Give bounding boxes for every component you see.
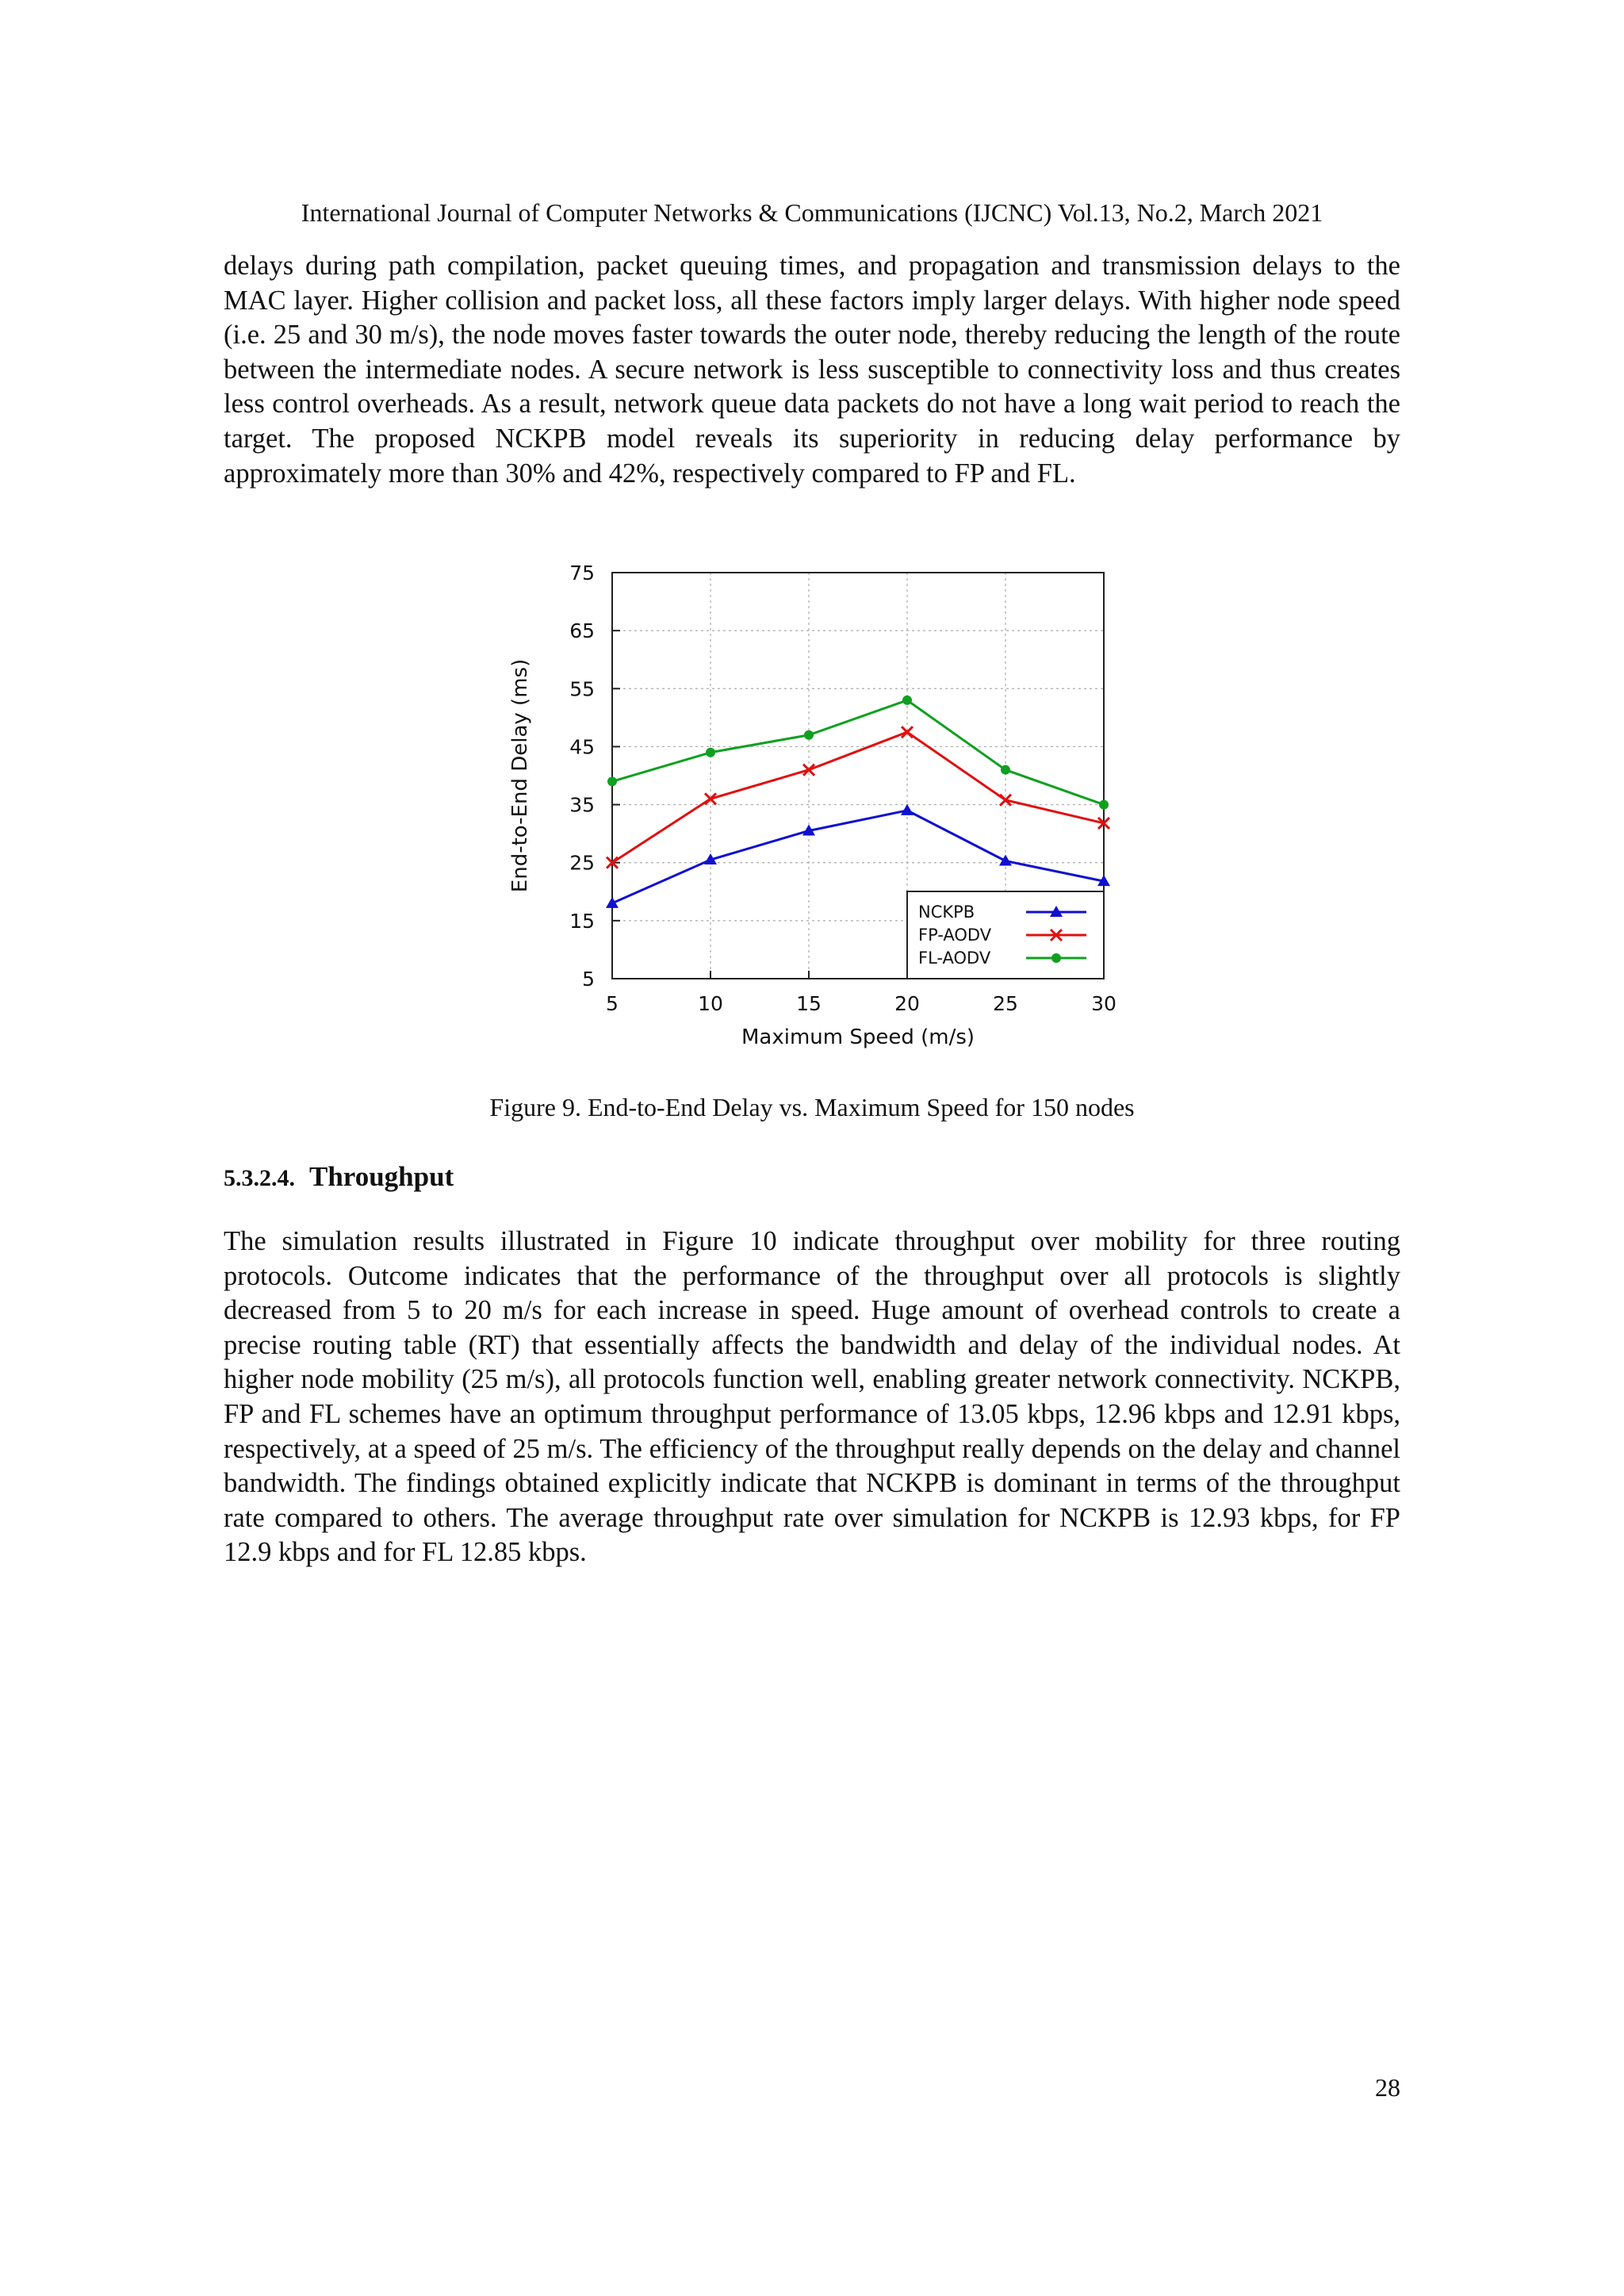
body-paragraph-throughput: The simulation results illustrated in Figure 10 indicate throughput over mobility for three routing protocols. Outcome indicates that the performance of the throughput over all protocols is slightly decreased from 5 to 20 m/s for each increase in speed. Huge amount of overhead controls to create a precise routing table (RT) that essentially affects the bandwidth and delay of the individual nodes. At higher node mobility (25 m/s), all protocols function well, enabling greater network connectivity. NCKPB, FP and FL schemes have an optimum throughput performance of 13.05 kbps, 12.96 kbps and 12.91 kbps, respectively, at a speed of 25 m/s. The efficiency of the throughput really depends on the delay and channel bandwidth. The findings obtained explicitly indicate that NCKPB is dominant in terms of the throughput rate compared to others. The average throughput rate over simulation for NCKPB is 12.93 kbps, for FP 12.9 kbps and for FL 12.85 kbps.: [224, 1226, 1400, 1568]
series-line: [612, 700, 1104, 805]
page-number: 28: [1375, 2073, 1400, 2102]
section-number: 5.3.2.4.: [224, 1165, 295, 1191]
chart-legend: [907, 891, 1104, 979]
x-tick-label: 25: [993, 992, 1018, 1015]
y-axis-label: End-to-End Delay (ms): [508, 658, 532, 893]
delay-line-chart: [508, 554, 1126, 1061]
y-tick-label: 75: [569, 562, 595, 585]
y-tick-label: 35: [569, 793, 595, 817]
data-point: [1001, 765, 1010, 775]
y-tick-label: 5: [582, 968, 595, 991]
legend-label: NCKPB: [918, 903, 975, 922]
data-point: [804, 730, 814, 740]
series-line: [612, 732, 1104, 863]
x-axis-label: Maximum Speed (m/s): [741, 1025, 975, 1049]
legend-label: FP-AODV: [918, 926, 992, 945]
data-point: [706, 748, 715, 757]
section-title: Throughput: [309, 1161, 454, 1192]
data-point: [999, 855, 1012, 866]
data-point: [901, 804, 914, 815]
figure-caption: Figure 9. End-to-End Delay vs. Maximum Speed for 150 nodes: [489, 1093, 1135, 1121]
body-paragraph-delay: delays during path compilation, packet queuing times, and propagation and transmission delays to the MAC layer. Higher collision and packet loss, all these factors imply larger delays. With higher node speed (i.e. 25 and 30 m/s), the node moves faster towards the outer node, thereby reducing the length of the route between the intermediate nodes. A secure network is less susceptible to connectivity loss and thus creates less control overheads. As a result, network queue data packets do not have a long wait period to reach the target. The proposed NCKPB model reveals its superiority in reducing delay performance by approximately more than 30% and 42%, respectively compared to FP and FL.: [224, 251, 1400, 489]
series-fl-aodv: [607, 696, 1109, 810]
legend-label: FL-AODV: [918, 949, 991, 968]
series-fp-aodv: [607, 726, 1109, 868]
data-point: [902, 696, 912, 705]
chart-series: [606, 696, 1110, 908]
x-tick-label: 15: [796, 992, 822, 1015]
x-tick-label: 5: [606, 992, 619, 1015]
series-line: [612, 811, 1104, 903]
y-tick-label: 15: [569, 909, 595, 933]
x-tick-label: 30: [1091, 992, 1116, 1015]
data-point: [1099, 800, 1109, 810]
journal-header: International Journal of Computer Networks & Communications (IJCNC) Vol.13, No.2, March 2021: [301, 198, 1323, 227]
y-tick-label: 65: [569, 619, 595, 643]
x-tick-label: 20: [894, 992, 920, 1015]
legend-marker: [1051, 953, 1061, 963]
x-tick-label: 10: [698, 992, 723, 1015]
figure-9: [508, 554, 1126, 1061]
section-heading: [224, 1159, 454, 1196]
y-tick-label: 55: [569, 677, 595, 701]
y-tick-label: 25: [569, 851, 595, 875]
y-tick-label: 45: [569, 735, 595, 759]
data-point: [607, 776, 617, 786]
